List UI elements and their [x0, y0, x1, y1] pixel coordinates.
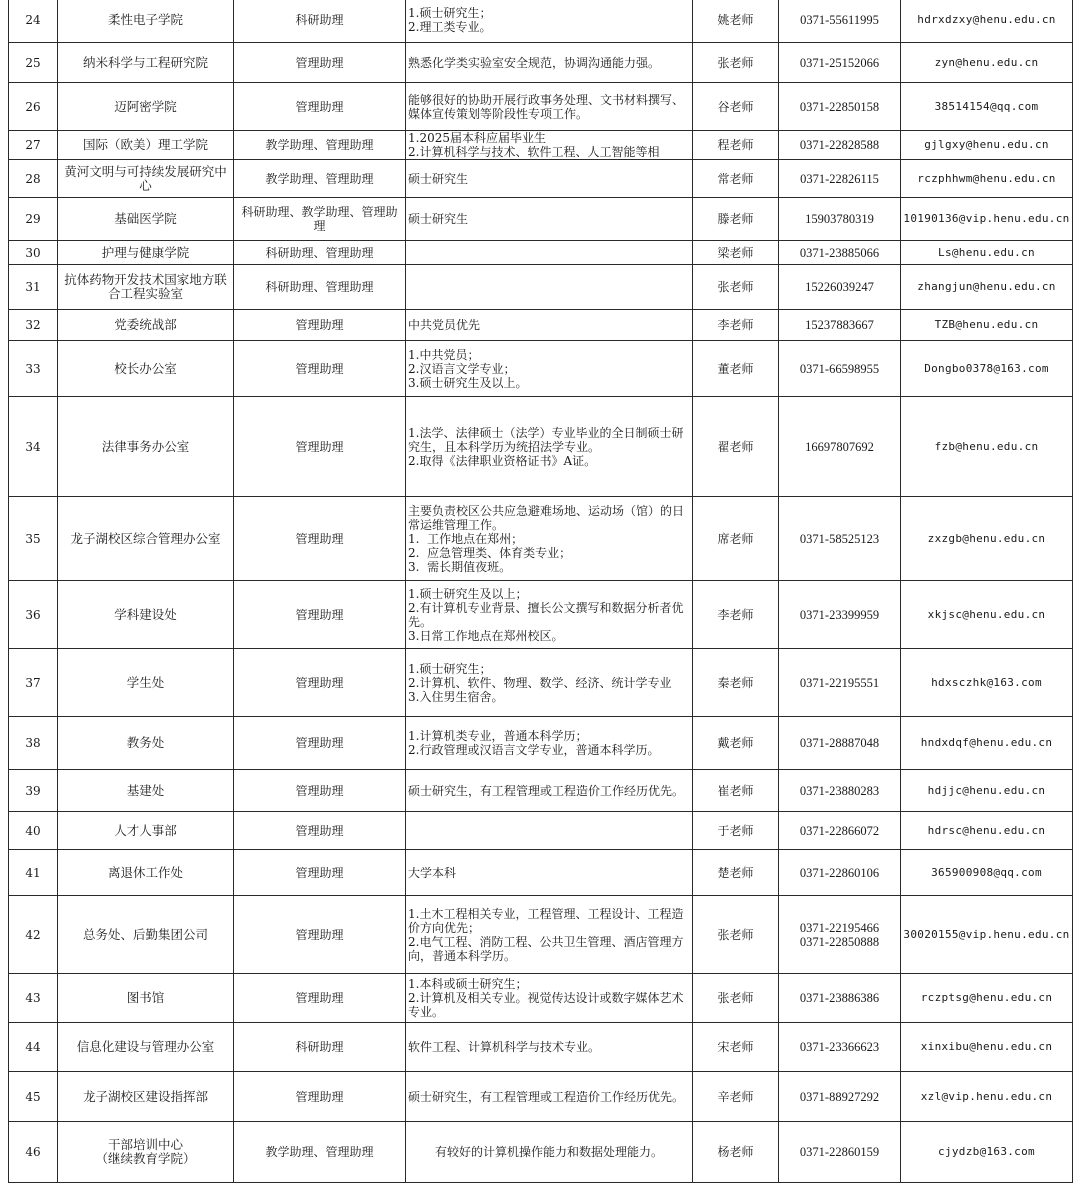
email-cell: gjlgxy@henu.edu.cn: [901, 131, 1073, 160]
phone-cell: [779, 43, 901, 83]
post-type-cell: 教学助理、管理助理: [234, 131, 406, 160]
requirement-line: 硕士研究生: [408, 212, 469, 226]
requirement-line: 2.计算机、软件、物理、数学、经济、统计学专业: [408, 675, 672, 690]
unit-cell: [58, 0, 234, 43]
email-cell: hndxdqf@henu.edu.cn: [901, 717, 1073, 770]
email-cell: 30020155@vip.henu.edu.cn: [901, 896, 1073, 974]
phone-number: 0371-23885066: [799, 245, 880, 260]
row-number-cell: 25: [9, 43, 58, 83]
post-type-cell: 管理助理: [234, 770, 406, 812]
requirements-cell: [406, 896, 693, 974]
unit-line: 校长办公室: [114, 360, 177, 376]
contact-person-cell: 张老师: [693, 265, 779, 310]
requirements-cell: [406, 974, 693, 1023]
table-row: [9, 497, 1073, 581]
phone-cell: [779, 1072, 901, 1122]
requirement-line: 2.电气工程、消防工程、公共卫生管理、酒店管理方向，普通本科学历。: [408, 934, 684, 963]
email-cell: rczptsg@henu.edu.cn: [901, 974, 1073, 1023]
row-number-cell: 45: [9, 1072, 58, 1122]
unit-line: 人才人事部: [114, 822, 177, 838]
contact-person-cell: 秦老师: [693, 649, 779, 717]
phone-cell: [779, 974, 901, 1023]
table-row: [9, 649, 1073, 717]
requirement-line: 3. 需长期值夜班。: [408, 559, 512, 574]
unit-cell: [58, 83, 234, 131]
phone-number: 0371-22826115: [800, 171, 879, 186]
post-type-cell: 管理助理: [234, 974, 406, 1023]
email-cell: xkjsc@henu.edu.cn: [901, 581, 1073, 649]
unit-line: 柔性电子学院: [107, 11, 183, 27]
requirement-line: 大学本科: [408, 865, 457, 880]
row-number-cell: 38: [9, 717, 58, 770]
contact-person-cell: 于老师: [693, 812, 779, 850]
requirement-line: 硕士研究生，有工程管理或工程造价工作经历优先。: [408, 783, 685, 798]
phone-number: 0371-22866072: [799, 823, 880, 838]
unit-cell: [58, 812, 234, 850]
post-type-cell: 管理助理: [234, 1072, 406, 1122]
requirement-line: 3.入住男生宿舍。: [408, 689, 504, 704]
phone-number: 0371-22850888: [799, 934, 880, 949]
table-row: [9, 1072, 1073, 1122]
table-row: [9, 812, 1073, 850]
row-number-cell: 28: [9, 160, 58, 198]
requirements-cell: [406, 265, 693, 310]
phone-number: 16697807692: [805, 439, 874, 454]
requirement-line: 2.理工类专业。: [408, 19, 492, 34]
requirement-line: 2.有计算机专业背景、擅长公文撰写和数据分析者优先。: [408, 600, 684, 629]
table-body: [9, 0, 1073, 1183]
table-row: [9, 241, 1073, 265]
requirements-cell: [406, 850, 693, 896]
table-row: [9, 717, 1073, 770]
post-type-cell: 管理助理: [234, 717, 406, 770]
phone-cell: [779, 310, 901, 341]
requirements-cell: [406, 717, 693, 770]
requirement-line: 1. 工作地点在郑州；: [408, 531, 524, 546]
unit-cell: [58, 581, 234, 649]
table-row: [9, 43, 1073, 83]
contact-person-cell: 张老师: [693, 896, 779, 974]
phone-number: 15903780319: [805, 212, 874, 226]
phone-number: 0371-23886386: [799, 991, 880, 1005]
post-type-cell: 管理助理: [234, 341, 406, 397]
table-row: [9, 341, 1073, 397]
unit-line: 护理与健康学院: [101, 244, 190, 260]
requirements-cell: [406, 310, 693, 341]
phone-number: 0371-22850158: [799, 99, 880, 114]
row-number-cell: 34: [9, 397, 58, 497]
phone-cell: [779, 1023, 901, 1072]
unit-line: 学生处: [126, 674, 165, 690]
email-cell: 38514154@qq.com: [901, 83, 1073, 131]
phone-number: 0371-22860159: [799, 1145, 880, 1159]
requirements-cell: [406, 83, 693, 131]
table-row: [9, 397, 1073, 497]
post-type-cell: 管理助理: [234, 896, 406, 974]
requirements-cell: [406, 497, 693, 581]
requirements-cell: [406, 1072, 693, 1122]
post-type-cell: 科研助理: [234, 1023, 406, 1072]
post-type-cell: 管理助理: [234, 497, 406, 581]
post-type-cell: 管理助理: [234, 581, 406, 649]
phone-number: 0371-66598955: [799, 361, 880, 376]
phone-cell: [779, 0, 901, 43]
email-cell: hdjjc@henu.edu.cn: [901, 770, 1073, 812]
post-type-cell: 管理助理: [234, 649, 406, 717]
phone-cell: [779, 497, 901, 581]
unit-line: 总务处、后勤集团公司: [82, 926, 208, 942]
phone-cell: [779, 812, 901, 850]
unit-line: 龙子湖校区建设指挥部: [82, 1088, 208, 1104]
requirements-cell: [406, 43, 693, 83]
email-cell: TZB@henu.edu.cn: [901, 310, 1073, 341]
post-type-cell: 管理助理: [234, 43, 406, 83]
row-number-cell: 37: [9, 649, 58, 717]
requirements-cell: [406, 812, 693, 850]
phone-number: 0371-23880283: [799, 783, 880, 798]
phone-cell: [779, 896, 901, 974]
requirements-cell: [406, 1023, 693, 1072]
phone-number: 0371-88927292: [799, 1089, 880, 1104]
contact-person-cell: 谷老师: [693, 83, 779, 131]
unit-line: 纳米科学与工程研究院: [82, 54, 208, 70]
table-row: [9, 310, 1073, 341]
phone-cell: [779, 1122, 901, 1183]
requirement-line: 2.计算机科学与技术、软件工程、人工智能等相: [408, 145, 660, 159]
row-number-cell: 33: [9, 341, 58, 397]
phone-number: 0371-22860106: [799, 865, 880, 880]
unit-cell: [58, 649, 234, 717]
unit-cell: [58, 265, 234, 310]
email-cell: rczphhwm@henu.edu.cn: [901, 160, 1073, 198]
contact-person-cell: 杨老师: [693, 1122, 779, 1183]
unit-line: 迈阿密学院: [114, 98, 177, 114]
phone-number: 0371-23399959: [799, 607, 880, 622]
requirement-line: 1.硕士研究生；: [408, 661, 492, 676]
phone-number: 15226039247: [805, 280, 874, 294]
unit-cell: [58, 717, 234, 770]
phone-cell: [779, 265, 901, 310]
phone-number: 0371-22195466: [799, 920, 880, 935]
requirement-line: 2.计算机及相关专业。视觉传达设计或数字媒体艺术专业。: [408, 991, 684, 1019]
unit-cell: [58, 1122, 234, 1183]
phone-cell: [779, 131, 901, 160]
unit-cell: [58, 1023, 234, 1072]
requirement-line: 中共党员优先: [408, 318, 481, 332]
unit-line: 党委统战部: [114, 317, 177, 332]
requirements-cell: [406, 160, 693, 198]
post-type-cell: 管理助理: [234, 850, 406, 896]
requirement-line: 有较好的计算机操作能力和数据处理能力。: [434, 1145, 663, 1159]
email-cell: 365900908@qq.com: [901, 850, 1073, 896]
contact-person-cell: 李老师: [693, 581, 779, 649]
email-cell: zxzgb@henu.edu.cn: [901, 497, 1073, 581]
phone-cell: [779, 717, 901, 770]
post-type-cell: 管理助理: [234, 812, 406, 850]
phone-number: 0371-22195551: [799, 675, 880, 690]
table-row: [9, 131, 1073, 160]
row-number-cell: 46: [9, 1122, 58, 1183]
requirement-line: 1.本科或硕士研究生；: [408, 977, 528, 991]
requirement-line: 3.日常工作地点在郑州校区。: [408, 628, 564, 643]
email-cell: hdxsczhk@163.com: [901, 649, 1073, 717]
unit-line: 龙子湖校区综合管理办公室: [70, 530, 221, 546]
row-number-cell: 43: [9, 974, 58, 1023]
post-type-cell: 管理助理: [234, 310, 406, 341]
table-row: [9, 265, 1073, 310]
row-number-cell: 35: [9, 497, 58, 581]
phone-number: 0371-28887048: [799, 736, 880, 750]
unit-line: 抗体药物开发技术国家地方联合工程实验室: [64, 272, 227, 301]
contact-person-cell: 滕老师: [693, 198, 779, 241]
requirements-cell: [406, 131, 693, 160]
requirement-line: 1.中共党员；: [408, 347, 480, 362]
requirement-line: 1.硕士研究生；: [408, 5, 492, 20]
unit-line: 黄河文明与可持续发展研究中心: [64, 163, 227, 193]
row-number-cell: 27: [9, 131, 58, 160]
post-type-cell: 科研助理: [234, 0, 406, 43]
row-number-cell: 32: [9, 310, 58, 341]
contact-person-cell: 李老师: [693, 310, 779, 341]
phone-cell: [779, 341, 901, 397]
unit-line: 法律事务办公室: [101, 438, 190, 454]
unit-line: 基建处: [126, 782, 165, 798]
requirements-cell: [406, 397, 693, 497]
requirement-line: 1.法学、法律硕士（法学）专业毕业的全日制硕士研究生，且本科学历为统招法学专业。: [408, 425, 684, 454]
unit-cell: [58, 43, 234, 83]
table-row: [9, 850, 1073, 896]
requirement-line: 硕士研究生: [408, 171, 469, 186]
requirement-line: 1.计算机类专业，普通本科学历；: [408, 729, 588, 743]
unit-line: 信息化建设与管理办公室: [76, 1039, 215, 1054]
requirement-line: 1.2025届本科应届毕业生: [408, 131, 546, 145]
contact-person-cell: 董老师: [693, 341, 779, 397]
unit-cell: [58, 341, 234, 397]
post-type-cell: 科研助理、管理助理: [234, 265, 406, 310]
contact-person-cell: 翟老师: [693, 397, 779, 497]
phone-number: 0371-25152066: [799, 55, 880, 70]
requirements-cell: [406, 581, 693, 649]
unit-cell: [58, 896, 234, 974]
unit-cell: [58, 1072, 234, 1122]
table-row: [9, 1023, 1073, 1072]
contact-person-cell: 张老师: [693, 43, 779, 83]
unit-line: 学科建设处: [114, 606, 177, 622]
requirements-cell: [406, 649, 693, 717]
table-row: [9, 198, 1073, 241]
email-cell: zhangjun@henu.edu.cn: [901, 265, 1073, 310]
post-type-cell: 科研助理、教学助理、管理助理: [234, 198, 406, 241]
contact-person-cell: 楚老师: [693, 850, 779, 896]
phone-cell: [779, 198, 901, 241]
phone-number: 0371-58525123: [799, 531, 880, 546]
table-row: [9, 1122, 1073, 1183]
row-number-cell: 40: [9, 812, 58, 850]
unit-line: （继续教育学院）: [95, 1151, 196, 1166]
email-cell: xzl@vip.henu.edu.cn: [901, 1072, 1073, 1122]
requirement-line: 1.硕士研究生及以上；: [408, 586, 528, 601]
recruitment-table: [8, 0, 1073, 1183]
contact-person-cell: 席老师: [693, 497, 779, 581]
unit-cell: [58, 241, 234, 265]
requirements-cell: [406, 198, 693, 241]
table-row: [9, 83, 1073, 131]
requirements-cell: [406, 770, 693, 812]
unit-line: 国际（欧美）理工学院: [82, 137, 208, 152]
table-row: [9, 974, 1073, 1023]
requirements-cell: [406, 0, 693, 43]
contact-person-cell: 常老师: [693, 160, 779, 198]
email-cell: hdrxdzxy@henu.edu.cn: [901, 0, 1073, 43]
phone-number: 15237883667: [805, 318, 874, 332]
row-number-cell: 44: [9, 1023, 58, 1072]
unit-cell: [58, 310, 234, 341]
row-number-cell: 30: [9, 241, 58, 265]
phone-cell: [779, 397, 901, 497]
email-cell: Ls@henu.edu.cn: [901, 241, 1073, 265]
phone-cell: [779, 83, 901, 131]
row-number-cell: 36: [9, 581, 58, 649]
row-number-cell: 42: [9, 896, 58, 974]
table-row: [9, 581, 1073, 649]
unit-line: 教务处: [126, 735, 165, 750]
post-type-cell: 教学助理、管理助理: [234, 1122, 406, 1183]
unit-cell: [58, 770, 234, 812]
phone-cell: [779, 649, 901, 717]
unit-line: 离退休工作处: [107, 864, 183, 880]
phone-cell: [779, 850, 901, 896]
email-cell: 10190136@vip.henu.edu.cn: [901, 198, 1073, 241]
phone-cell: [779, 160, 901, 198]
row-number-cell: 24: [9, 0, 58, 43]
contact-person-cell: 姚老师: [693, 0, 779, 43]
table-row: [9, 896, 1073, 974]
email-cell: xinxibu@henu.edu.cn: [901, 1023, 1073, 1072]
requirement-line: 主要负责校区公共应急避难场地、运动场（馆）的日常运维管理工作。: [408, 503, 685, 532]
unit-line: 干部培训中心: [107, 1137, 183, 1152]
post-type-cell: 教学助理、管理助理: [234, 160, 406, 198]
email-cell: fzb@henu.edu.cn: [901, 397, 1073, 497]
email-cell: Dongbo0378@163.com: [901, 341, 1073, 397]
email-cell: zyn@henu.edu.cn: [901, 43, 1073, 83]
unit-line: 图书馆: [126, 990, 165, 1005]
unit-cell: [58, 160, 234, 198]
contact-person-cell: 戴老师: [693, 717, 779, 770]
contact-person-cell: 宋老师: [693, 1023, 779, 1072]
phone-number: 0371-55611995: [800, 12, 879, 27]
row-number-cell: 41: [9, 850, 58, 896]
requirement-line: 3.硕士研究生及以上。: [408, 375, 528, 390]
requirement-line: 软件工程、计算机科学与技术专业。: [408, 1040, 601, 1054]
phone-number: 0371-23366623: [799, 1040, 880, 1054]
table-row: [9, 770, 1073, 812]
requirements-cell: [406, 1122, 693, 1183]
phone-cell: [779, 581, 901, 649]
contact-person-cell: 梁老师: [693, 241, 779, 265]
contact-person-cell: 崔老师: [693, 770, 779, 812]
requirement-line: 2.取得《法律职业资格证书》A证。: [408, 453, 597, 468]
unit-line: 基础医学院: [114, 211, 177, 226]
table-row: [9, 160, 1073, 198]
contact-person-cell: 程老师: [693, 131, 779, 160]
table-row: [9, 0, 1073, 43]
requirement-line: 硕士研究生，有工程管理或工程造价工作经历优先。: [408, 1089, 685, 1104]
requirement-line: 能够很好的协助开展行政事务处理、文书材料撰写、媒体宣传策划等阶段性专项工作。: [408, 92, 685, 121]
email-cell: hdrsc@henu.edu.cn: [901, 812, 1073, 850]
row-number-cell: 26: [9, 83, 58, 131]
contact-person-cell: 辛老师: [693, 1072, 779, 1122]
unit-cell: [58, 198, 234, 241]
contact-person-cell: 张老师: [693, 974, 779, 1023]
unit-cell: [58, 497, 234, 581]
unit-cell: [58, 131, 234, 160]
row-number-cell: 39: [9, 770, 58, 812]
requirements-cell: [406, 241, 693, 265]
phone-number: 0371-22828588: [799, 138, 880, 152]
post-type-cell: 管理助理: [234, 83, 406, 131]
requirements-cell: [406, 341, 693, 397]
requirement-line: 2.汉语言文学专业；: [408, 361, 516, 376]
requirement-line: 1.土木工程相关专业，工程管理、工程设计、工程造价方向优先；: [408, 906, 684, 935]
phone-cell: [779, 770, 901, 812]
row-number-cell: 31: [9, 265, 58, 310]
post-type-cell: 管理助理: [234, 397, 406, 497]
requirement-line: 2.行政管理或汉语言文学专业，普通本科学历。: [408, 743, 660, 757]
post-type-cell: 科研助理、管理助理: [234, 241, 406, 265]
unit-cell: [58, 397, 234, 497]
email-cell: cjydzb@163.com: [901, 1122, 1073, 1183]
unit-cell: [58, 850, 234, 896]
unit-cell: [58, 974, 234, 1023]
requirement-line: 2. 应急管理类、体育类专业；: [408, 545, 572, 560]
requirement-line: 熟悉化学类实验室安全规范，协调沟通能力强。: [408, 55, 661, 70]
phone-cell: [779, 241, 901, 265]
row-number-cell: 29: [9, 198, 58, 241]
